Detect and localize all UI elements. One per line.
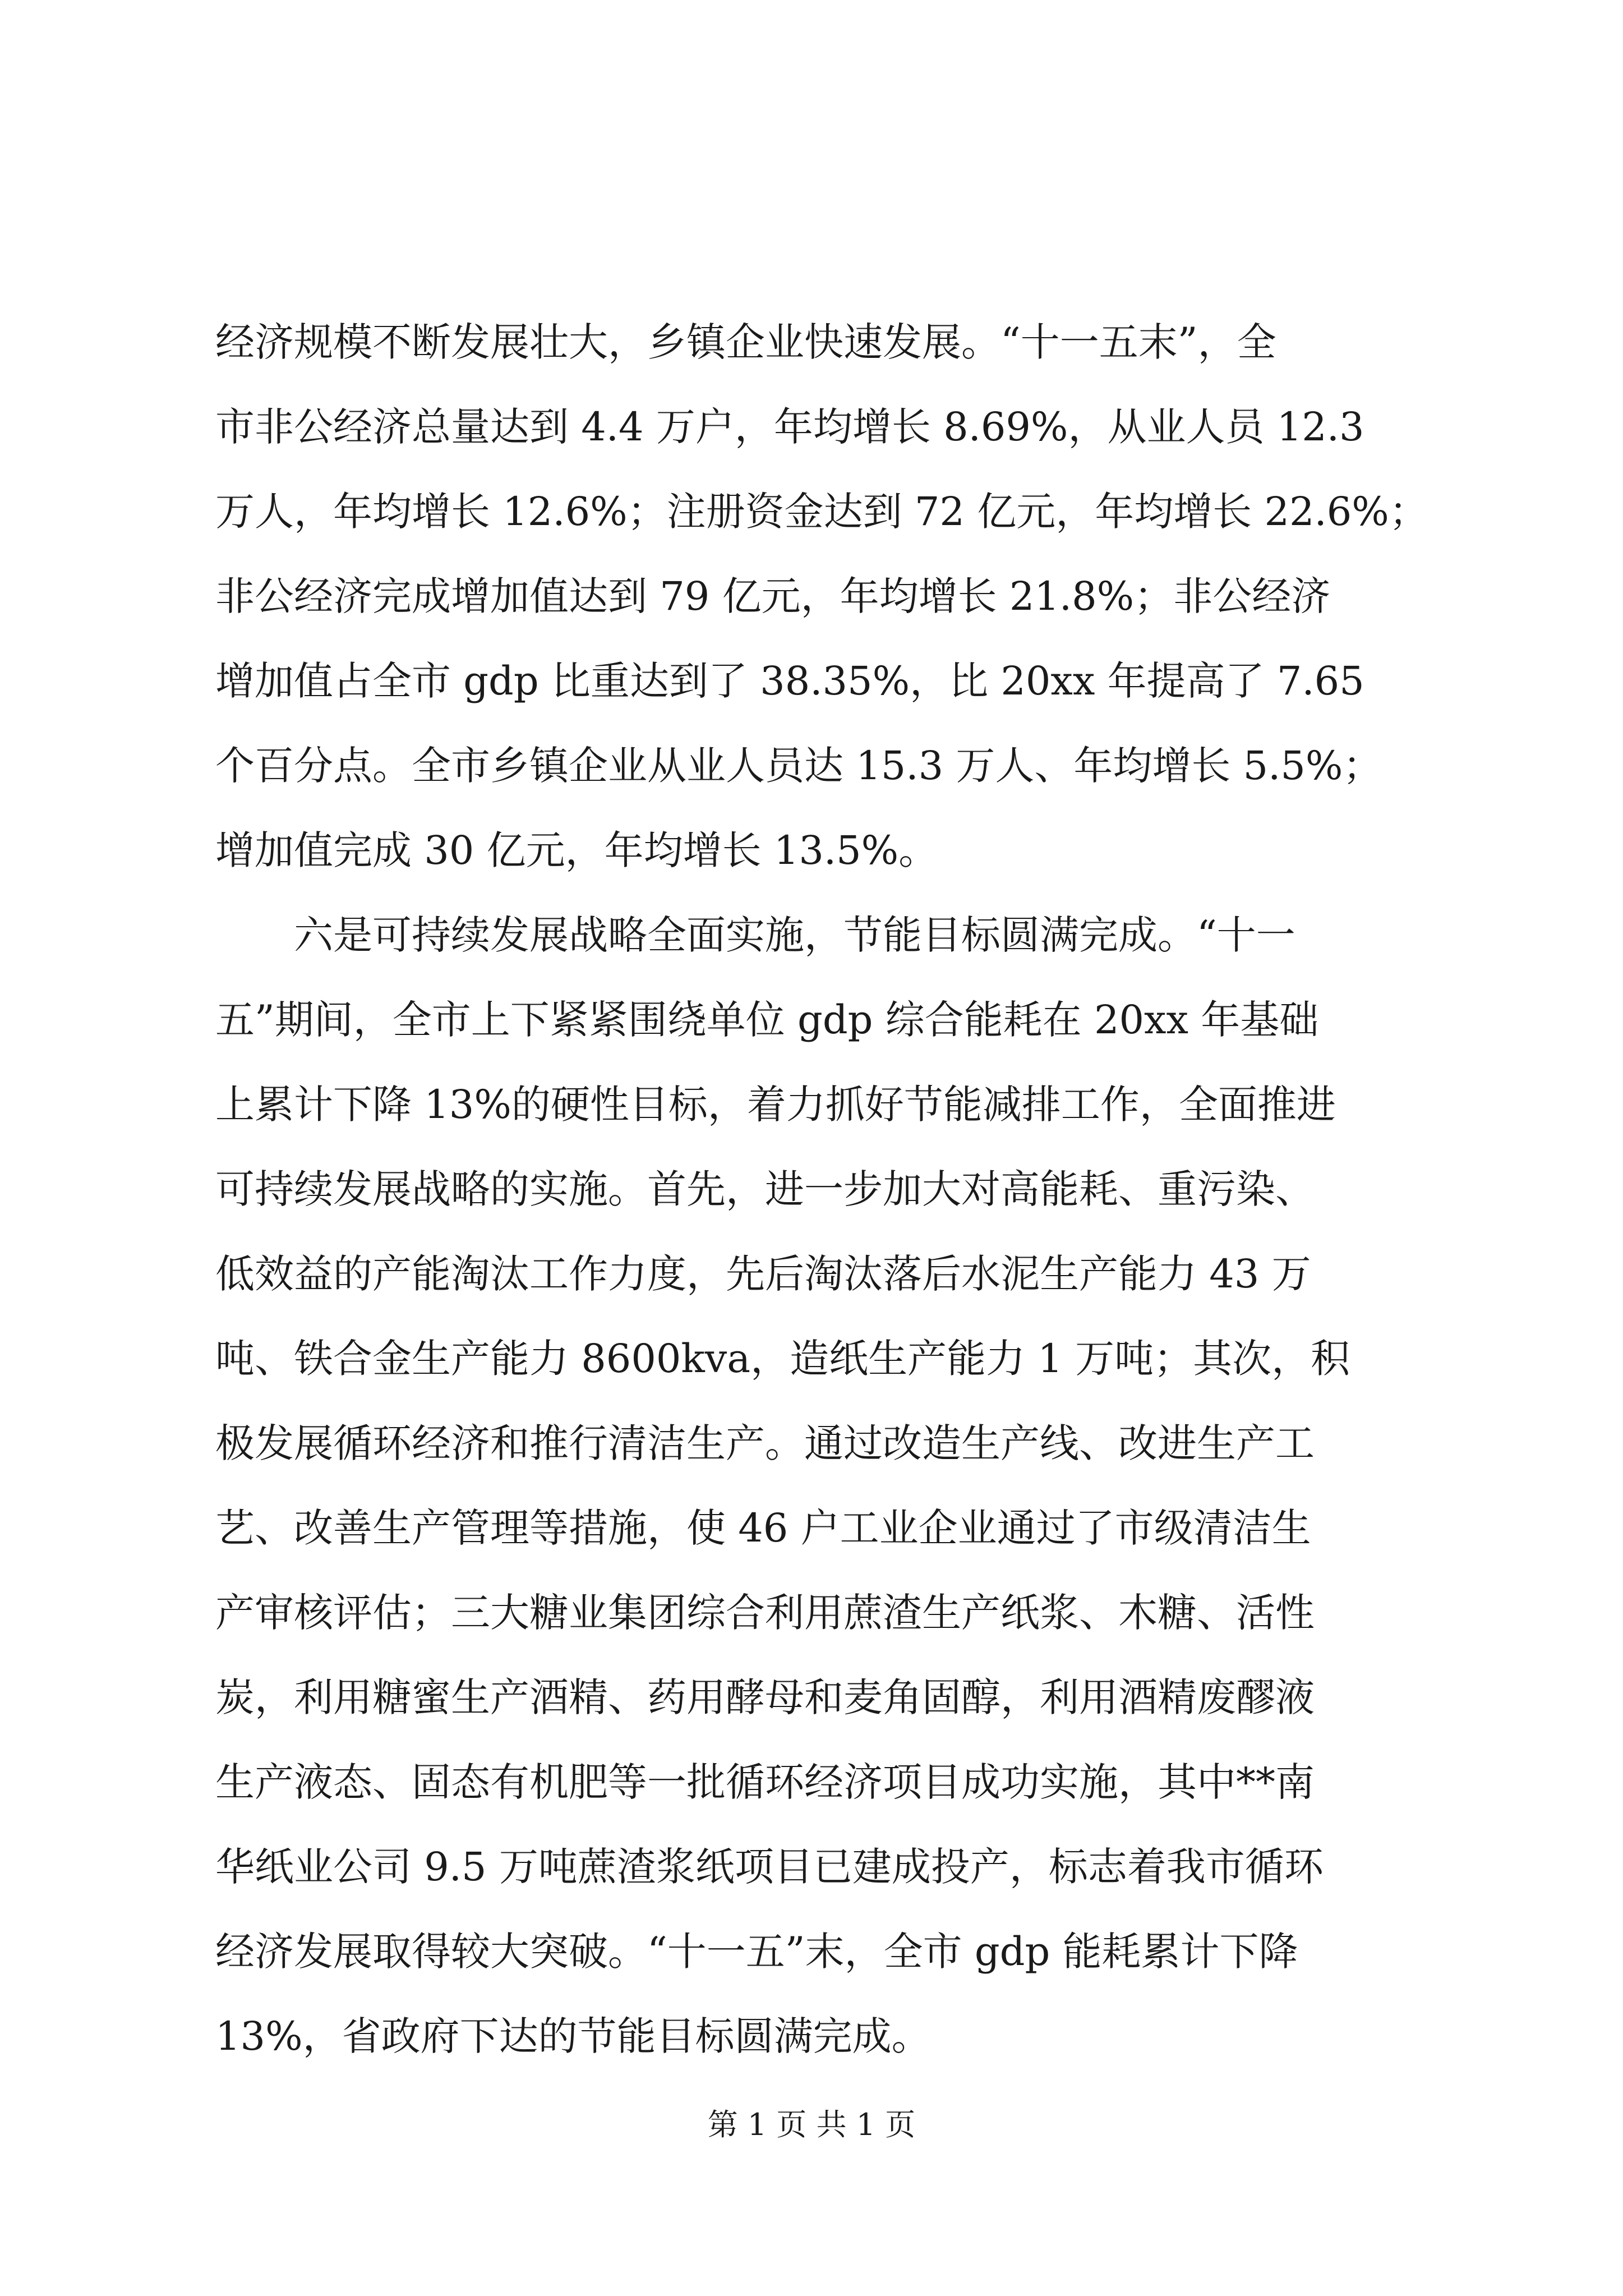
text-line: 个百分点。全市乡镇企业从业人员达 15.3 万人、年均增长 5.5%； [215,743,1382,789]
text-line: 13%，省政府下达的节能目标圆满完成。 [215,2013,931,2059]
text-line: 生产液态、固态有机肥等一批循环经济项目成功实施，其中**南 [215,1759,1315,1805]
text-line: 五”期间，全市上下紧紧围绕单位 gdp 综合能耗在 20xx 年基础 [215,997,1319,1043]
page-number-footer: 第 1 页 共 1 页 [707,2107,916,2142]
text-line: 万人，年均增长 12.6%；注册资金达到 72 亿元，年均增长 22.6%； [215,489,1428,535]
text-line: 华纸业公司 9.5 万吨蔗渣浆纸项目已建成投产，标志着我市循环 [215,1844,1324,1890]
text-line: 艺、改善生产管理等措施，使 46 户工业企业通过了市级清洁生 [215,1505,1311,1551]
text-line: 极发展循环经济和推行清洁生产。通过改造生产线、改进生产工 [215,1420,1315,1466]
paragraph-start-line: 六是可持续发展战略全面实施，节能目标圆满完成。“十一 [215,912,1295,958]
text-line: 增加值占全市 gdp 比重达到了 38.35%，比 20xx 年提高了 7.65 [215,658,1364,704]
text-line: 经济发展取得较大突破。“十一五”末，全市 gdp 能耗累计下降 [215,1929,1298,1975]
text-line: 产审核评估；三大糖业集团综合利用蔗渣生产纸浆、木糖、活性 [215,1590,1315,1636]
text-line: 炭，利用糖蜜生产酒精、药用酵母和麦角固醇，利用酒精废醪液 [215,1674,1315,1720]
text-line: 增加值完成 30 亿元，年均增长 13.5%。 [215,827,938,873]
text-line: 市非公经济总量达到 4.4 万户，年均增长 8.69%，从业人员 12.3 [215,404,1364,450]
text-line: 可持续发展战略的实施。首先，进一步加大对高能耗、重污染、 [215,1166,1315,1212]
text-line: 非公经济完成增加值达到 79 亿元，年均增长 21.8%；非公经济 [215,573,1331,619]
text-line: 经济规模不断发展壮大，乡镇企业快速发展。“十一五末”，全 [215,319,1276,365]
text-line: 吨、铁合金生产能力 8600kva，造纸生产能力 1 万吨；其次，积 [215,1336,1350,1382]
text-line: 上累计下降 13%的硬性目标，着力抓好节能减排工作，全面推进 [215,1082,1336,1128]
text-line: 低效益的产能淘汰工作力度，先后淘汰落后水泥生产能力 43 万 [215,1251,1311,1297]
